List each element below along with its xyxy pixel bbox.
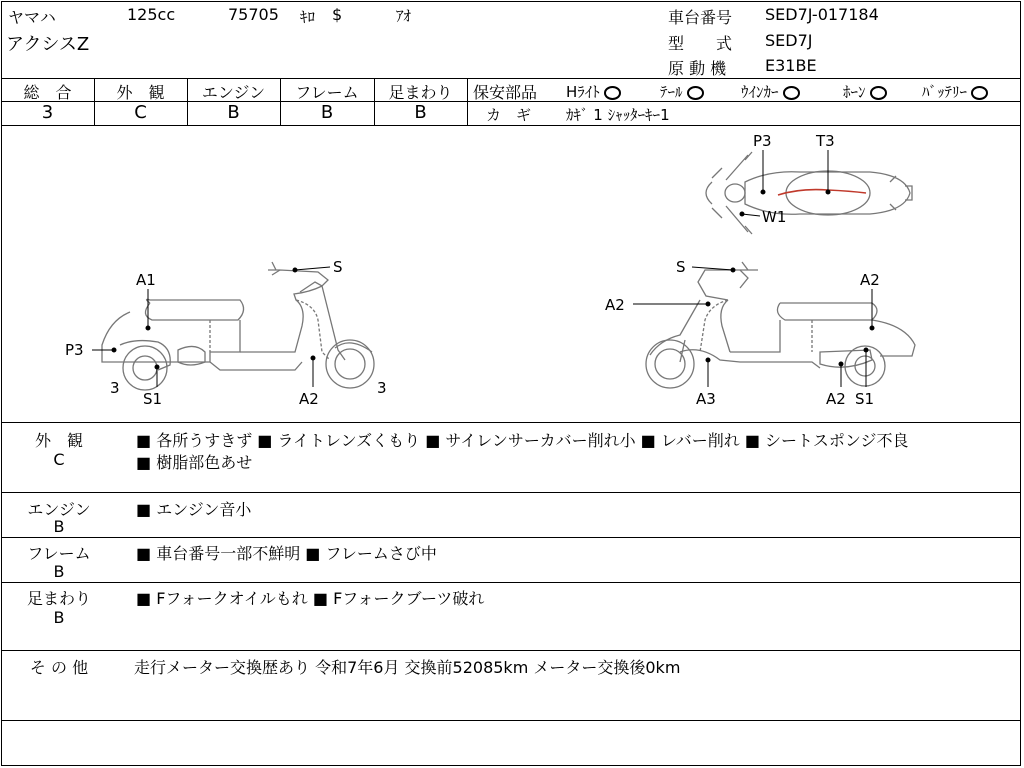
note-grade-suspension: B — [53, 608, 65, 627]
maker: ヤマハ — [8, 8, 56, 27]
safety-item-winker: ｳｲﾝｶｰ — [741, 81, 800, 102]
scratch-mark — [778, 190, 866, 195]
note-label-engine: エンジン — [27, 500, 91, 519]
label-right-a2-bottom: A2 — [826, 390, 846, 408]
label-left-a1: A1 — [136, 271, 156, 289]
label-left-3b: 3 — [377, 379, 387, 397]
label-right-s: S — [676, 258, 686, 276]
label-left-3a: 3 — [110, 379, 120, 397]
note-text-exterior-1: ■ 各所うすきず ■ ライトレンズくもり ■ サイレンサーカバー削れ小 ■ レバー削れ ■ シートスポンジ不良 — [136, 431, 909, 450]
divider — [1, 537, 1021, 538]
note-text-frame: ■ 車台番号一部不鮮明 ■ フレームさび中 — [136, 544, 437, 563]
label-left-p3: P3 — [65, 341, 84, 359]
grade-label-total: 総 合 — [23, 83, 72, 102]
label-top-p3: P3 — [753, 132, 772, 150]
note-text-other: 走行メーター交換歴あり 令和7年6月 交換前52085km メーター交換後0km — [134, 658, 681, 677]
safety-item-headlight: Hﾗｲﾄ — [566, 81, 621, 102]
displacement: 125cc — [127, 5, 176, 24]
type-value: SED7J — [765, 31, 813, 50]
model-name: アクシスZ — [6, 34, 90, 55]
label-right-a2-rear: A2 — [860, 271, 880, 289]
divider — [1, 492, 1021, 493]
type-label: 型 式 — [668, 34, 733, 53]
safety-label: 保安部品 — [473, 83, 538, 102]
note-label-frame: フレーム — [27, 544, 91, 563]
note-grade-frame: B — [53, 562, 65, 581]
divider — [1, 422, 1021, 423]
engine-value: E31BE — [765, 56, 817, 75]
note-grade-engine: B — [53, 517, 65, 536]
grade-label-frame: フレーム — [295, 83, 359, 102]
safety-item-tail: ﾃｰﾙ — [660, 81, 704, 102]
label-left-a2: A2 — [299, 390, 319, 408]
grade-value-total: 3 — [41, 102, 54, 123]
color: ｱｵ — [396, 7, 412, 25]
note-text-engine: ■ エンジン音小 — [136, 500, 252, 519]
grade-label-suspension: 足まわり — [388, 83, 453, 102]
label-right-s1: S1 — [855, 390, 875, 408]
key-label: カ ギ — [486, 106, 532, 124]
currency: $ — [332, 5, 343, 24]
label-top-w1: W1 — [762, 208, 787, 226]
divider — [1, 582, 1021, 583]
frame-no: SED7J-017184 — [765, 5, 879, 24]
note-text-suspension: ■ Fフォークオイルもれ ■ Fフォークブーツ破れ — [136, 589, 485, 608]
grade-value-exterior: C — [134, 102, 147, 123]
key-value: ｶｷﾞ 1 ｼｬｯﾀｰｷｰ1 — [566, 106, 670, 124]
frame-no-label: 車台番号 — [668, 8, 733, 27]
note-label-exterior: 外 観 — [34, 431, 83, 450]
divider — [1, 650, 1021, 651]
safety-item-horn: ﾎｰﾝ — [843, 81, 887, 102]
note-text-exterior-2: ■ 樹脂部色あせ — [136, 453, 253, 472]
scooter-top-view — [706, 152, 912, 234]
note-label-suspension: 足まわり — [26, 589, 91, 608]
engine-label: 原 動 機 — [668, 59, 727, 78]
note-grade-exterior: C — [53, 450, 65, 469]
label-right-a2-front: A2 — [605, 296, 625, 314]
note-label-other: そ の 他 — [29, 658, 89, 677]
grade-value-engine: B — [227, 102, 240, 123]
divider — [1, 720, 1021, 721]
label-left-s1: S1 — [143, 390, 163, 408]
mileage: 75705 — [228, 5, 279, 24]
grade-value-suspension: B — [414, 102, 427, 123]
label-top-t3: T3 — [816, 132, 835, 150]
grade-value-frame: B — [320, 102, 334, 123]
grade-label-engine: エンジン — [201, 83, 266, 102]
label-left-s: S — [333, 258, 343, 276]
mileage-unit: ｷﾛ — [300, 8, 316, 26]
label-right-a3: A3 — [696, 390, 716, 408]
safety-item-battery: ﾊﾞｯﾃﾘｰ — [922, 81, 988, 102]
grade-label-exterior: 外 観 — [116, 83, 165, 102]
